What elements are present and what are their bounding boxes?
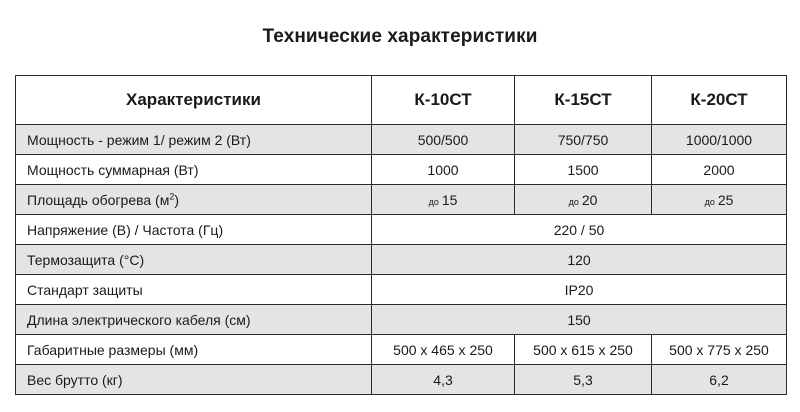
value-prefix: до — [704, 196, 715, 207]
page-title: Технические характеристики — [262, 26, 538, 47]
cell-value: 20 — [581, 191, 598, 208]
cell-k20: 6,2 — [652, 365, 787, 395]
row-label: Длина электрического кабеля (см) — [16, 305, 372, 335]
row-label: Габаритные размеры (мм) — [16, 335, 372, 365]
table-row-weight — [16, 365, 787, 395]
header-model-k10: К-10СТ — [372, 76, 515, 125]
cell-all-models: 150 — [372, 305, 787, 335]
cell-value: 25 — [717, 191, 734, 208]
cell-k15 — [515, 185, 652, 215]
specifications-table — [15, 75, 787, 395]
cell-k10: 500/500 — [372, 125, 515, 155]
table-row-dimensions — [16, 335, 787, 365]
table-row-thermal-protection — [16, 245, 787, 275]
cell-k10 — [372, 185, 515, 215]
cell-all-models: 120 — [372, 245, 787, 275]
cell-k15: 750/750 — [515, 125, 652, 155]
table-row-power-modes — [16, 125, 787, 155]
row-label — [16, 185, 372, 215]
row-label: Напряжение (В) / Частота (Гц) — [16, 215, 372, 245]
header-model-k15: К-15СТ — [515, 76, 652, 125]
header-characteristics: Характеристики — [16, 76, 372, 125]
cell-k20: 500 х 775 х 250 — [652, 335, 787, 365]
value-prefix: до — [428, 196, 439, 207]
cell-k10: 4,3 — [372, 365, 515, 395]
cell-k10: 1000 — [372, 155, 515, 185]
cell-all-models: 220 / 50 — [372, 215, 787, 245]
cell-k20: 1000/1000 — [652, 125, 787, 155]
row-label: Стандарт защиты — [16, 275, 372, 305]
table-row-protection-standard — [16, 275, 787, 305]
row-label-superscript: 2 — [169, 190, 175, 201]
cell-k20 — [652, 185, 787, 215]
value-prefix: до — [568, 196, 579, 207]
table-header-row — [16, 76, 787, 125]
cell-k20: 2000 — [652, 155, 787, 185]
table-row-cable-length — [16, 305, 787, 335]
cell-k10: 500 х 465 х 250 — [372, 335, 515, 365]
row-label: Вес брутто (кг) — [16, 365, 372, 395]
cell-all-models: IP20 — [372, 275, 787, 305]
row-label-text: Площадь обогрева (м — [27, 191, 170, 208]
table-row-power-total — [16, 155, 787, 185]
row-label-end: ) — [174, 191, 180, 208]
cell-k15: 500 х 615 х 250 — [515, 335, 652, 365]
row-label: Термозащита (°С) — [16, 245, 372, 275]
cell-value: 15 — [441, 191, 458, 208]
table-row-heating-area — [16, 185, 787, 215]
row-label: Мощность суммарная (Вт) — [16, 155, 372, 185]
cell-k15: 5,3 — [515, 365, 652, 395]
header-model-k20: К-20СТ — [652, 76, 787, 125]
table-row-voltage — [16, 215, 787, 245]
row-label: Мощность - режим 1/ режим 2 (Вт) — [16, 125, 372, 155]
cell-k15: 1500 — [515, 155, 652, 185]
